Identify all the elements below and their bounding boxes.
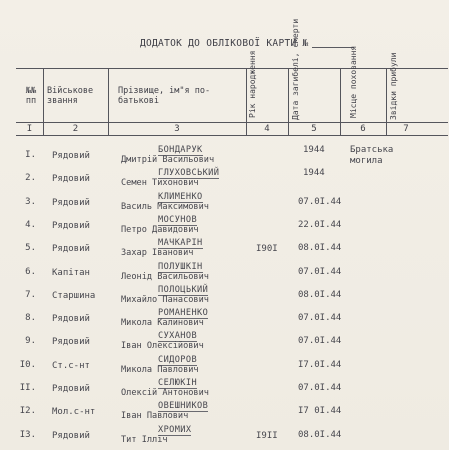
title-blank-line: [312, 47, 354, 48]
colnum-2: 2: [72, 124, 79, 134]
row-number: 5.: [25, 243, 36, 254]
row-burial-place: Братська могила: [350, 145, 394, 166]
row-given-name: Леонід Васильович: [121, 271, 209, 282]
row-surname: КЛИМЕНКО: [158, 191, 203, 202]
row-surname: РОМАНЕНКО: [158, 308, 209, 319]
row-surname: БОНДАРУК: [158, 145, 203, 155]
colnum-3: 3: [174, 124, 180, 134]
row-death-date: I7.0I.44: [298, 359, 342, 370]
row-death-date: 07.0I.44: [298, 196, 342, 207]
row-given-name: Захар Іванович: [121, 248, 194, 259]
table-top-rule: [16, 68, 448, 69]
row-number: 9.: [25, 336, 36, 347]
row-number: 2.: [25, 173, 36, 184]
header-death-date: Дата загибелі, смерти: [291, 18, 300, 120]
row-birth-year: I90I: [256, 244, 278, 255]
header-name: Прізвище, ім"я по-батькові: [118, 86, 211, 106]
row-given-name: Тит Ілліч: [121, 434, 168, 445]
row-birth-year: I9II: [256, 430, 278, 441]
row-rank: Рядовий: [52, 337, 90, 348]
colnum-1: I: [26, 124, 33, 134]
row-surname: МАЧКАРІН: [158, 238, 203, 249]
row-number: I0.: [19, 359, 36, 370]
row-rank: Рядовий: [52, 430, 90, 441]
row-number: 6.: [25, 266, 36, 277]
row-death-date: 22.0I.44: [298, 219, 342, 230]
row-rank: Рядовий: [52, 151, 90, 161]
row-surname: ГЛУХОВСЬКИЙ: [158, 168, 220, 179]
table-header-rule: [16, 122, 448, 123]
row-surname: ПОЛОЦЬКИЙ: [158, 284, 209, 295]
row-given-name: Микола Калинович: [121, 318, 204, 329]
row-number: 4.: [25, 219, 36, 230]
row-surname: МОСУНОВ: [158, 214, 198, 225]
row-rank: Рядовий: [52, 174, 90, 185]
row-rank: Рядовий: [52, 384, 90, 394]
header-birth-year: Рік народження: [248, 50, 257, 118]
row-death-date: 07.0I.44: [298, 266, 342, 277]
row-death-date: 07.0I.44: [298, 313, 342, 324]
header-origin: Звідки прибули: [389, 52, 398, 120]
row-given-name: Михайло Панасович: [121, 294, 209, 305]
row-death-date: 07.0I.44: [298, 383, 342, 393]
row-surname: ХРОМИХ: [158, 424, 192, 435]
header-num: №№ пп: [25, 86, 37, 106]
row-death-date: I7 0I.44: [298, 406, 342, 417]
row-number: I3.: [19, 429, 36, 440]
row-death-date: 08.0I.44: [298, 243, 342, 254]
row-rank: Рядовий: [52, 314, 90, 325]
row-rank: Рядовий: [52, 244, 90, 255]
row-given-name: Микола Павлович: [121, 364, 199, 375]
document-title: ДОДАТОК ДО ОБЛІКОВОЇ КАРТИ №: [140, 38, 309, 49]
row-rank: Мол.с-нт: [52, 407, 96, 418]
row-rank: Рядовий: [52, 220, 90, 231]
row-number: 8.: [25, 313, 36, 324]
row-given-name: Дмитрій Васильович: [121, 155, 215, 165]
row-rank: Капітан: [52, 267, 90, 278]
colnum-4: 4: [264, 124, 270, 134]
row-death-date: 08.0I.44: [298, 429, 342, 440]
row-death-date: 1944: [303, 145, 325, 155]
row-surname: СЕЛЮКІН: [158, 378, 198, 388]
row-rank: Рядовий: [52, 197, 90, 208]
table-colnum-rule: [16, 135, 448, 136]
row-surname: СИДОРОВ: [158, 354, 198, 365]
colnum-5: 5: [311, 124, 317, 134]
row-given-name: Іван Олексійович: [121, 341, 204, 352]
row-number: 7.: [25, 289, 36, 300]
row-given-name: Петро Давидович: [121, 224, 199, 235]
header-rank: Військове звання: [47, 86, 94, 106]
colnum-7: 7: [403, 124, 409, 134]
row-rank: Старшина: [52, 290, 96, 301]
row-number: I.: [25, 150, 36, 160]
row-rank: Ст.с-нт: [52, 360, 90, 371]
row-death-date: 08.0I.44: [298, 289, 342, 300]
row-given-name: Олексій Антонович: [121, 388, 209, 398]
row-number: 3.: [25, 196, 36, 207]
row-death-date: 1944: [303, 168, 325, 179]
row-surname: ОВЕШНИКОВ: [158, 401, 209, 412]
row-surname: ПОЛУШКІН: [158, 261, 203, 272]
row-given-name: Василь Максимович: [121, 201, 209, 212]
row-death-date: 07.0I.44: [298, 336, 342, 347]
header-burial-place: Місце поховання: [349, 45, 358, 118]
row-number: I2.: [19, 406, 36, 417]
row-surname: СУХАНОВ: [158, 331, 198, 342]
row-given-name: Семен Тихонович: [121, 178, 199, 189]
row-given-name: Іван Павлович: [121, 411, 189, 422]
colnum-6: 6: [360, 124, 366, 134]
row-number: II.: [19, 383, 36, 393]
